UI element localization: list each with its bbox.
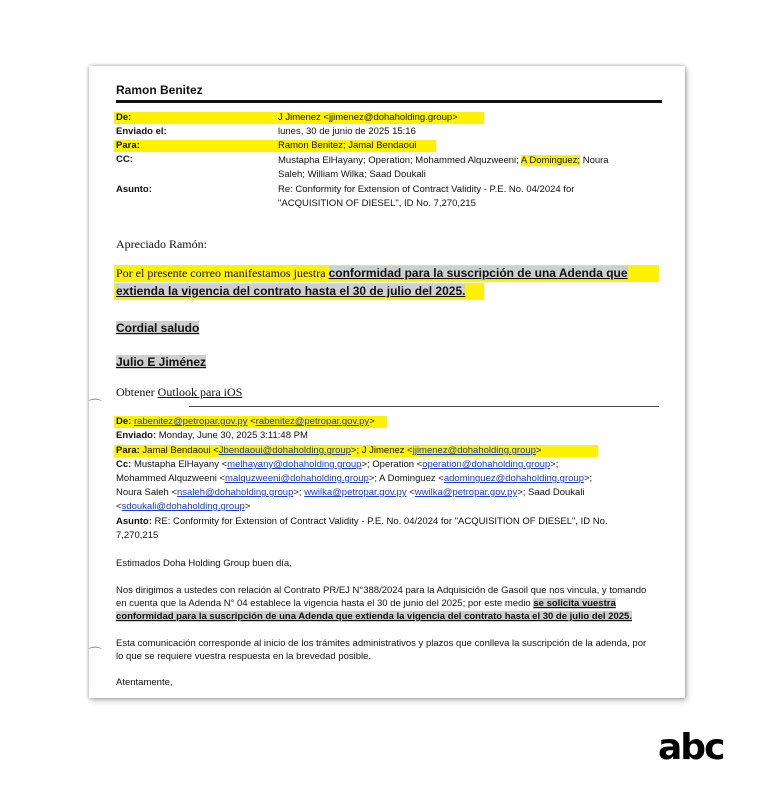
fwd-asunto-label: Asunto: (116, 516, 152, 527)
cc-text-a: Mustapha ElHayany; Operation; Mohammed Alquzweeni; (278, 155, 519, 166)
cc-label: CC: (116, 154, 133, 165)
fwd-p1-line-1: Nos dirigimos a ustedes con relación al Contrato PR/EJ N°388/2024 para la Adquisición de Gasoil que nos vincula, y tomando (116, 585, 647, 596)
fwd-cc-line-4 (116, 501, 250, 512)
fwd-cc-link[interactable]: operation@dohaholding.group (422, 459, 551, 470)
fwd-p2-line-2: lo que se requiere vuestra respuesta en la brevedad posible. (116, 651, 372, 662)
reply-paragraph-line-1 (116, 266, 628, 281)
enviado-value: lunes, 30 de junio de 2025 15:16 (278, 126, 416, 137)
fwd-de-link-2[interactable]: rabenitez@petropar.gov.py (255, 416, 370, 427)
fwd-closing: Atentamente, (116, 677, 173, 688)
fwd-para-link-1[interactable]: Jbendaoui@dohaholding.group (218, 445, 351, 456)
fwd-greeting: Estimados Doha Holding Group buen día, (116, 558, 292, 569)
reply-greeting: Apreciado Ramón: (116, 237, 207, 251)
fwd-cc-text: >; (293, 487, 302, 498)
fwd-cc-text: >; (550, 459, 559, 470)
para-value: Ramon Benitez; Jamal Bendaoui (278, 140, 417, 151)
fwd-de-link-1[interactable]: rabenitez@petropar.gov.py (133, 416, 248, 427)
reply-bold-1: conformidad para la suscripción de una Adenda que (328, 266, 628, 280)
fwd-cc-line-3 (116, 487, 585, 498)
reply-bold-2: extienda la vigencia del contrato hasta el 30 de julio del 2025. (116, 284, 466, 298)
fwd-cc-link[interactable]: malquzweeni@dohaholding.group (225, 473, 369, 484)
fwd-cc-link[interactable]: nsaleh@dohaholding.group (177, 487, 294, 498)
fwd-para-label: Para: (116, 445, 140, 456)
margin-mark: ⌒ (88, 399, 102, 415)
fwd-de-line: De: rabenitez@petropar.gov.py <rabenitez@petropar.gov.py> (116, 416, 375, 427)
fwd-enviado-line (116, 430, 308, 441)
cc-highlight-dominguez: A Dominguez; (520, 155, 581, 166)
para-label: Para: (116, 140, 140, 151)
reply-lead: Por el presente correo manifestamos juestra (116, 266, 326, 280)
fwd-asunto-value: RE: Conformity for Extension of Contract Validity - P.E. No. 04/2024 for "ACQUISITION OF DIESEL", ID No. (154, 516, 608, 527)
cc-line-1 (278, 155, 609, 166)
outlook-line (116, 385, 242, 400)
reply-closing: Cordial saludo (116, 321, 200, 335)
fwd-cc-text: Noura Saleh < (116, 487, 177, 498)
sender-name: Ramon Benitez (116, 83, 203, 97)
enviado-label: Enviado el: (116, 126, 167, 137)
fwd-p1-line-3: conformidad para la suscripción de una Adenda que extienda la vigencia del contrato hasta el 30 de julio del 2025. (116, 611, 632, 622)
fwd-enviado-label: Enviado: (116, 430, 157, 441)
outlook-link[interactable]: Outlook para iOS (157, 385, 243, 399)
forward-divider (189, 406, 659, 407)
cc-text-c: Noura (582, 155, 609, 166)
fwd-de-label: De: (116, 416, 132, 427)
fwd-p1-line-2 (116, 598, 616, 609)
de-value: J Jimenez <jjimenez@dohaholding.group> (278, 112, 458, 123)
fwd-cc-line-2 (116, 473, 592, 484)
fwd-cc-line-1 (116, 459, 558, 470)
fwd-para-text-1: Jamal Bendaoui < (142, 445, 219, 456)
fwd-cc-link[interactable]: sdoukali@dohaholding.group (121, 501, 245, 512)
fwd-cc-link[interactable]: wwilka@petropar.gov.py (414, 487, 518, 498)
fwd-para-link-2[interactable]: jjimenez@dohaholding.group (412, 445, 536, 456)
de-label: De: (116, 112, 132, 123)
fwd-p1-text: en cuenta que la Adenda N° 04 establece la vigencia hasta el 30 de junio del 2025; por este medio (116, 598, 531, 609)
reply-signature: Julio E Jiménez (116, 355, 207, 369)
fwd-cc-text: >; Operation < (361, 459, 423, 470)
abc-logo: abc (658, 727, 724, 768)
fwd-cc-link[interactable]: melhayany@dohaholding.group (227, 459, 362, 470)
fwd-cc-label: Cc: (116, 459, 132, 470)
email-printout (89, 66, 685, 698)
fwd-para-text-3: > (535, 445, 542, 456)
fwd-cc-link[interactable]: adominguez@dohaholding.group (443, 473, 584, 484)
reply-paragraph-line-2 (116, 284, 465, 298)
asunto-line-1: Re: Conformity for Extension of Contract Validity - P.E. No. 04/2024 for (278, 184, 575, 195)
fwd-cc-text: >; Saad Doukali (517, 487, 585, 498)
fwd-para-line (116, 445, 541, 456)
cc-line-2: Saleh; William Wilka; Saad Doukali (278, 169, 426, 180)
fwd-p1-shaded: se solicita vuestra (533, 598, 616, 609)
fwd-cc-text: Mohammed Alquzweeni < (116, 473, 226, 484)
margin-mark: ⌒ (88, 647, 102, 663)
asunto-label: Asunto: (116, 184, 152, 195)
fwd-asunto-line-1 (116, 516, 608, 527)
fwd-p2-line-1: Esta comunicación corresponde al inicio de los trámites administrativos y plazos que conlleva la suscripción de la adenda, por (116, 638, 647, 649)
header-rule (116, 100, 662, 103)
fwd-cc-text: < (116, 501, 122, 512)
fwd-enviado-value: Monday, June 30, 2025 3:11:48 PM (158, 430, 308, 441)
fwd-cc-text: >; A Dominguez < (368, 473, 444, 484)
fwd-asunto-line-2: 7,270,215 (116, 530, 159, 541)
fwd-cc-text: Mustapha ElHayany < (133, 459, 228, 470)
asunto-line-2: "ACQUISITION OF DIESEL", ID No. 7,270,215 (278, 198, 476, 209)
fwd-cc-text: > (244, 501, 251, 512)
fwd-cc-text: < (409, 487, 415, 498)
fwd-cc-link[interactable]: wwilka@petropar.gov.py (304, 487, 407, 498)
outlook-prefix: Obtener (116, 385, 155, 399)
fwd-para-text-2: >; J Jimenez < (350, 445, 413, 456)
fwd-cc-text: >; (583, 473, 593, 484)
